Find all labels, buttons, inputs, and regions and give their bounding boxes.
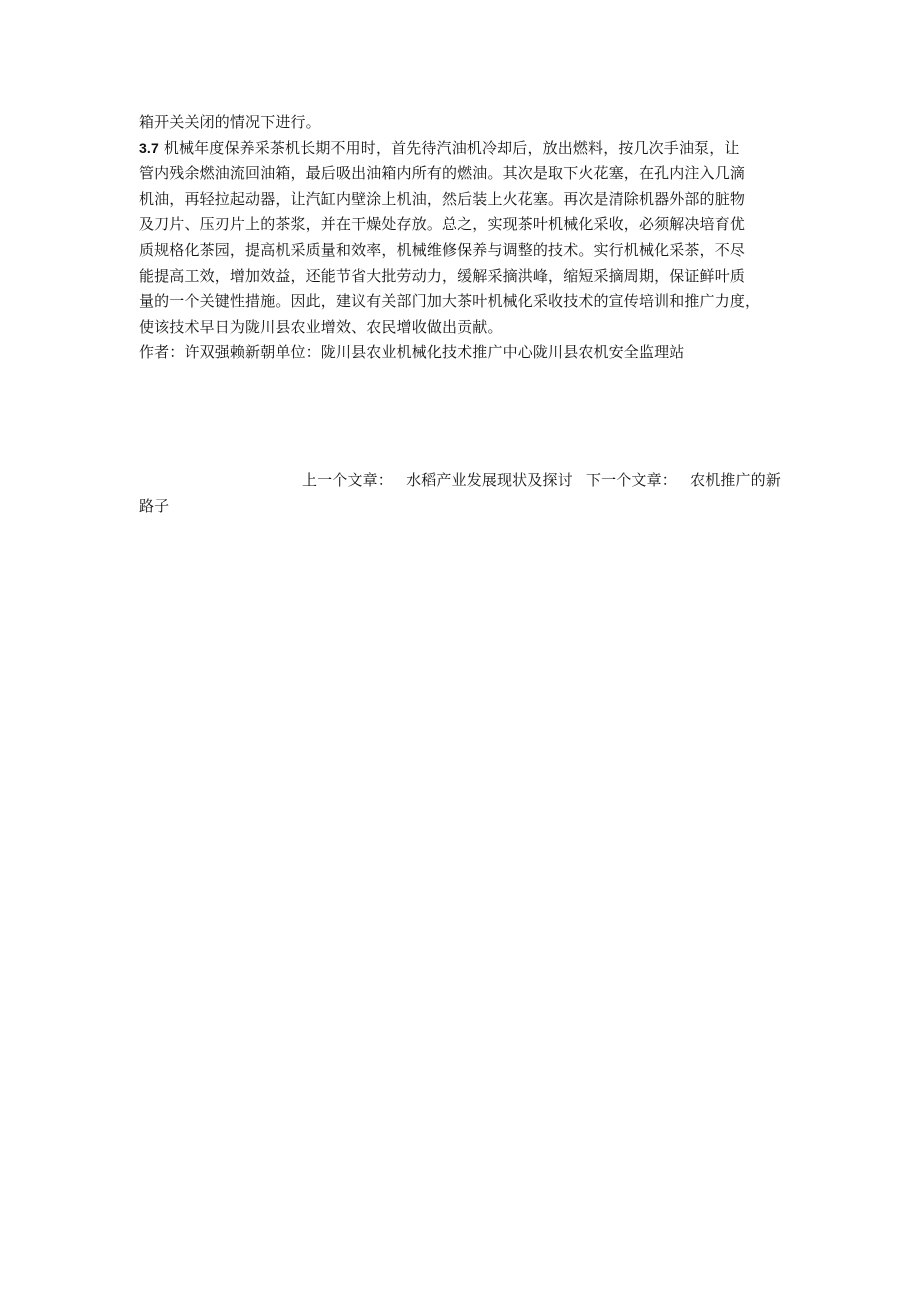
section-heading-line bbox=[139, 136, 781, 162]
next-article-label: 下一个文章： bbox=[585, 470, 677, 489]
spacer bbox=[139, 366, 781, 468]
next-article-link-part2[interactable]: 路子 bbox=[139, 496, 170, 515]
article-body bbox=[139, 110, 781, 519]
paragraph-line: 管内残余燃油流回油箱，最后吸出油箱内所有的燃油。其次是取下火花塞，在孔内注入几滴 bbox=[139, 164, 746, 183]
prev-article-link[interactable]: 水稻产业发展现状及探讨 bbox=[406, 470, 573, 489]
paragraph-line: 量的一个关键性措施。因此，建议有关部门加大茶叶机械化采收技术的宣传培训和推广力度， bbox=[139, 292, 761, 311]
next-article-link-part1[interactable]: 农机推广的新 bbox=[690, 470, 781, 489]
prev-article-label: 上一个文章： bbox=[302, 470, 393, 489]
paragraph-line: 能提高工效，增加效益，还能节省大批劳动力，缓解采摘洪峰，缩短采摘周期，保证鲜叶质 bbox=[139, 266, 746, 285]
paragraph-line: 箱开关关闭的情况下进行。 bbox=[139, 113, 321, 131]
paragraph-line: 使该技术早日为陇川县农业增效、农民增收做出贡献。 bbox=[139, 317, 503, 336]
section-number: 3.7 bbox=[139, 139, 159, 156]
paragraph-line: 及刀片、压刃片上的茶浆，并在干燥处存放。总之，实现茶叶机械化采收，必须解决培育优 bbox=[139, 215, 746, 234]
paragraph-line: 质规格化茶园，提高机采质量和效率，机械维修保养与调整的技术。实行机械化采茶，不尽 bbox=[139, 240, 746, 259]
paragraph-line: 机油，再轻拉起动器，让汽缸内壁涂上机油，然后装上火花塞。再次是清除机器外部的脏物 bbox=[139, 189, 746, 208]
section-text: 机械年度保养采茶机长期不用时，首先待汽油机冷却后，放出燃料，按几次手油泵，让 bbox=[163, 138, 740, 157]
article-navigation bbox=[139, 468, 781, 494]
author-line: 作者：许双强赖新朝单位：陇川县农业机械化技术推广中心陇川县农机安全监理站 bbox=[139, 343, 685, 362]
